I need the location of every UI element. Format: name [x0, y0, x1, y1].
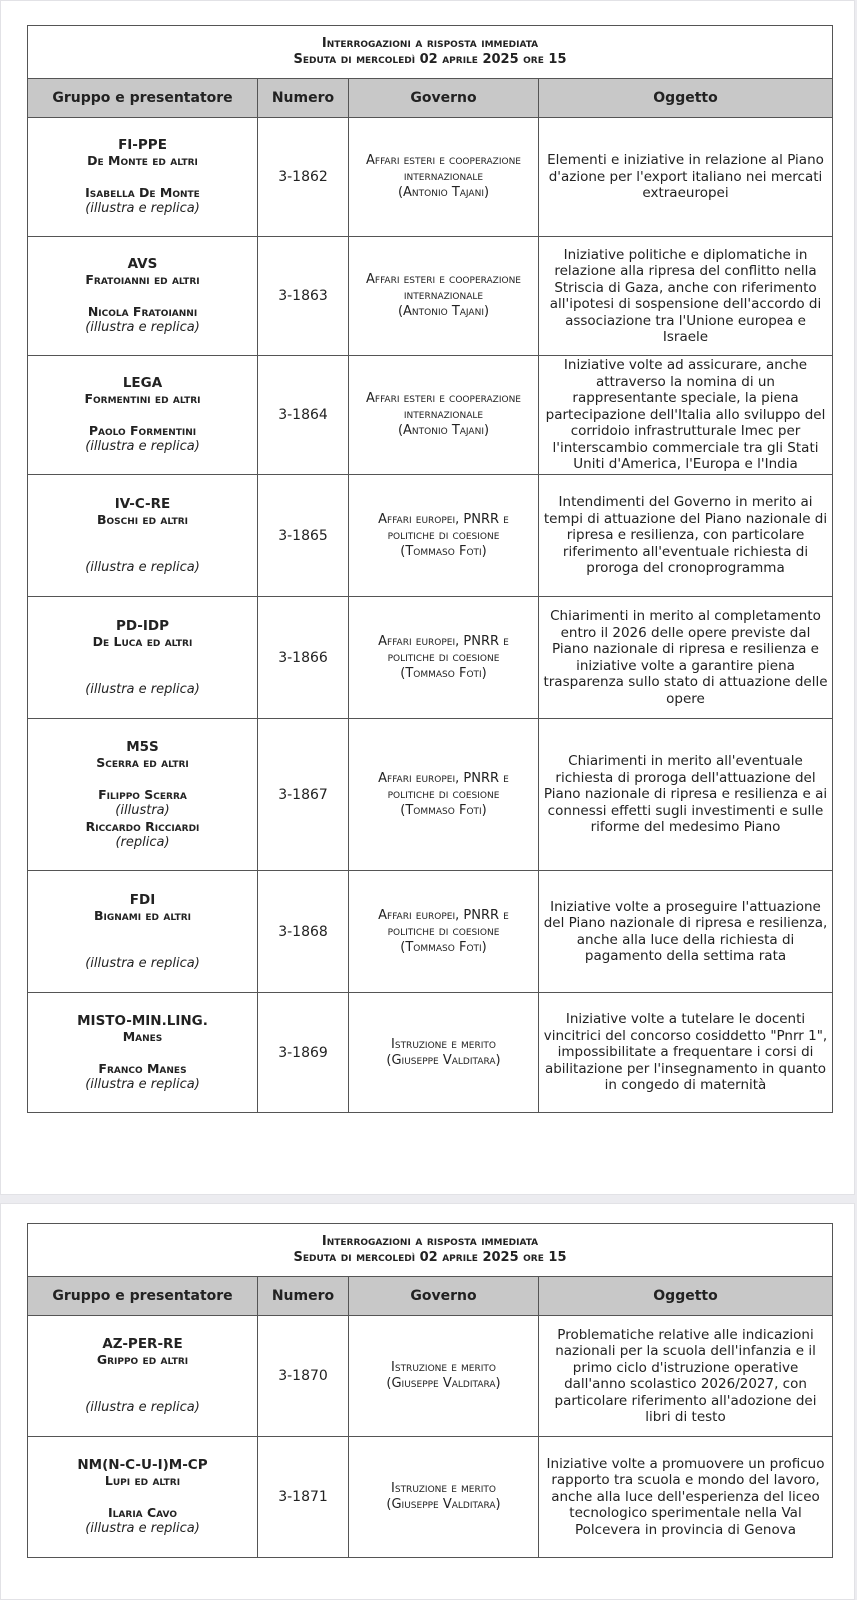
spacer — [31, 1384, 254, 1400]
group-cell — [28, 1437, 258, 1558]
group-signatories: De Luca ed altri — [92, 633, 193, 649]
table-row — [28, 1437, 833, 1558]
document-page-2 — [0, 1203, 855, 1600]
group-name: AZ-PER-RE — [102, 1336, 183, 1352]
interrogation-number: 3-1865 — [258, 475, 349, 597]
ministry-line-2: politiche di coesione — [387, 923, 500, 939]
spacer — [31, 1045, 254, 1061]
group-name: FI-PPE — [118, 137, 167, 153]
header-group: Gruppo e presentatore — [28, 1277, 258, 1316]
presenter-role: (illustra e replica) — [85, 559, 200, 575]
table-row — [28, 871, 833, 993]
minister-name: (Tommaso Foti) — [400, 665, 487, 681]
group-name: IV-C-RE — [114, 495, 171, 512]
presenter-role: (illustra e replica) — [85, 439, 200, 454]
presenter-name: Franco Manes — [98, 1060, 187, 1076]
title-line-2: Seduta di mercoledì 02 aprile 2025 ore 15 — [293, 1250, 567, 1265]
spacer — [31, 924, 254, 940]
spacer — [31, 407, 254, 423]
ministry-line-1: Istruzione e merito — [391, 1481, 496, 1496]
ministry-line-1: Istruzione e merito — [391, 1360, 496, 1375]
interrogations-table-2 — [27, 1223, 833, 1558]
interrogations-table-1 — [27, 25, 833, 1113]
minister-name: (Tommaso Foti) — [400, 802, 487, 818]
spacer — [31, 1368, 254, 1384]
presenter-role: (illustra e replica) — [85, 320, 200, 335]
presenter-name-2: Riccardo Ricciardi — [85, 818, 200, 834]
interrogation-number: 3-1870 — [258, 1316, 349, 1437]
table-row — [28, 993, 833, 1113]
table-row — [28, 597, 833, 719]
header-government: Governo — [349, 1277, 539, 1316]
group-name: LEGA — [122, 375, 163, 391]
presenter-role: (illustra e replica) — [85, 1400, 200, 1415]
ministry-line-1: Istruzione e merito — [391, 1036, 496, 1052]
ministry-line-2: internazionale — [403, 407, 484, 422]
group-name: AVS — [127, 256, 158, 272]
group-cell — [28, 356, 258, 475]
government-cell — [349, 993, 539, 1113]
ministry-line-2: internazionale — [403, 169, 484, 184]
subject-text: Iniziative volte ad assicurare, anche attraverso la nomina di un rappresentante speciale, la piena partecipazione dell'Italia allo sviluppo del corridoio infrastrutturale Imec per l'interscambio commerciale tra gli Stati Uniti d'America, l'Europa e l'India — [539, 356, 833, 475]
minister-name: (Tommaso Foti) — [400, 939, 487, 955]
subject-text: Iniziative volte a promuovere un proficuo rapporto tra scuola e mondo del lavoro, anche alla luce dell'esperienza del liceo tecnologico sperimentale nella Val Polcevera in provincia di Genova — [539, 1437, 833, 1558]
header-number: Numero — [258, 1277, 349, 1316]
subject-text: Iniziative volte a tutelare le docenti vincitrici del concorso cosiddetto "Pnrr 1", impossibilitate a frequentare i corsi di abilitazione per l'insegnamento in quanto in congedo di maternità — [539, 993, 833, 1113]
ministry-line-1: Affari esteri e cooperazione — [366, 153, 521, 168]
government-cell — [349, 719, 539, 871]
subject-text: Problematiche relative alle indicazioni nazionali per la scuola dell'infanzia e il primo ciclo d'istruzione operative dall'anno scolastico 2026/2027, con particolare riferimento all'adozione dei libri di testo — [539, 1316, 833, 1437]
ministry-line-2: (Giuseppe Valditara) — [386, 1497, 501, 1512]
title-line-2: Seduta di mercoledì 02 aprile 2025 ore 15 — [293, 52, 567, 67]
group-signatories: Formentini ed altri — [84, 391, 201, 406]
presenter-role: (illustra e replica) — [85, 201, 200, 216]
group-name: MISTO-MIN.LING. — [77, 1012, 208, 1029]
group-name: M5S — [126, 738, 159, 755]
presenter-name: Nicola Fratoianni — [87, 304, 198, 319]
table-row — [28, 475, 833, 597]
government-cell — [349, 1316, 539, 1437]
group-cell — [28, 475, 258, 597]
header-group: Gruppo e presentatore — [28, 79, 258, 118]
group-name: NM(N-C-U-I)M-CP — [77, 1457, 208, 1473]
government-cell — [349, 475, 539, 597]
minister-name: (Antonio Tajani) — [397, 423, 490, 438]
government-cell — [349, 1437, 539, 1558]
ministry-line-2: politiche di coesione — [387, 649, 500, 665]
subject-text: Elementi e iniziative in relazione al Piano d'azione per l'export italiano nei mercati extraeuropei — [539, 118, 833, 237]
table-title — [28, 1224, 833, 1277]
ministry-line-2: politiche di coesione — [387, 527, 500, 543]
subject-text: Iniziative politiche e diplomatiche in relazione alla ripresa del conflitto nella Striscia di Gaza, anche con riferimento all'ipotesi di sospensione dell'accordo di associazione tra l'Unione europea e Israele — [539, 237, 833, 356]
interrogation-number: 3-1867 — [258, 719, 349, 871]
spacer — [31, 940, 254, 956]
presenter-role: (illustra e replica) — [85, 681, 200, 697]
group-cell — [28, 719, 258, 871]
interrogation-number: 3-1862 — [258, 118, 349, 237]
spacer — [31, 650, 254, 666]
table-header-row — [28, 1277, 833, 1316]
header-number: Numero — [258, 79, 349, 118]
presenter-role: (illustra e replica) — [85, 1076, 200, 1092]
presenter-name: Paolo Formentini — [88, 423, 197, 438]
ministry-line-2: (Giuseppe Valditara) — [386, 1376, 501, 1391]
interrogation-number: 3-1868 — [258, 871, 349, 993]
group-signatories: De Monte ed altri — [87, 153, 198, 168]
header-subject: Oggetto — [539, 1277, 833, 1316]
presenter-role-2: (replica) — [115, 834, 170, 850]
group-signatories: Bignami ed altri — [93, 907, 192, 923]
presenter-role: (illustra e replica) — [85, 955, 200, 971]
presenter-name: Isabella De Monte — [85, 185, 200, 200]
table-row — [28, 356, 833, 475]
subject-text: Iniziative volte a proseguire l'attuazione del Piano nazionale di ripresa e resilienza, anche alla luce della richiesta di pagamento della settima rata — [539, 871, 833, 993]
group-cell — [28, 871, 258, 993]
group-cell — [28, 237, 258, 356]
table-row — [28, 118, 833, 237]
header-subject: Oggetto — [539, 79, 833, 118]
ministry-line-1: Affari europei, PNRR e — [378, 633, 509, 649]
header-government: Governo — [349, 79, 539, 118]
spacer — [31, 528, 254, 544]
group-cell — [28, 118, 258, 237]
table-row — [28, 237, 833, 356]
ministry-line-1: Affari europei, PNRR e — [378, 907, 509, 923]
government-cell — [349, 597, 539, 719]
government-cell — [349, 118, 539, 237]
interrogation-number: 3-1869 — [258, 993, 349, 1113]
group-name: FDI — [129, 891, 156, 908]
title-line-1: Interrogazioni a risposta immediata — [321, 1234, 539, 1249]
group-signatories: Grippo ed altri — [96, 1352, 189, 1367]
interrogation-number: 3-1863 — [258, 237, 349, 356]
government-cell — [349, 871, 539, 993]
ministry-line-1: Affari esteri e cooperazione — [366, 391, 521, 406]
group-signatories: Boschi ed altri — [96, 511, 189, 527]
presenter-role: (illustra e replica) — [85, 1521, 200, 1536]
table-row — [28, 1316, 833, 1437]
subject-text: Chiarimenti in merito al completamento entro il 2026 delle opere previste dal Piano nazionale di ripresa e resilienza e iniziative volte a garantire piena trasparenza sullo stato di attuazione delle opere — [539, 597, 833, 719]
table-title — [28, 26, 833, 79]
group-signatories: Lupi ed altri — [104, 1473, 181, 1488]
interrogation-number: 3-1866 — [258, 597, 349, 719]
minister-name: (Antonio Tajani) — [397, 185, 490, 200]
minister-name: (Antonio Tajani) — [397, 304, 490, 319]
group-cell — [28, 993, 258, 1113]
spacer — [31, 169, 254, 185]
ministry-line-2: internazionale — [403, 288, 484, 303]
government-cell — [349, 356, 539, 475]
subject-text: Chiarimenti in merito all'eventuale richiesta di proroga dell'attuazione del Piano nazionale di ripresa e resilienza e ai connessi effetti sugli investimenti e sulle riforme del medesimo Piano — [539, 719, 833, 871]
group-signatories: Fratoianni ed altri — [85, 272, 200, 287]
table-row — [28, 719, 833, 871]
spacer — [31, 544, 254, 560]
subject-text: Intendimenti del Governo in merito ai tempi di attuazione del Piano nazionale di ripresa e resilienza, con particolare riferimento all'eventuale richiesta di proroga del cronoprogramma — [539, 475, 833, 597]
group-name: PD-IDP — [115, 617, 170, 634]
title-line-1: Interrogazioni a risposta immediata — [321, 36, 539, 51]
presenter-name: Ilaria Cavo — [108, 1505, 177, 1520]
ministry-line-2: politiche di coesione — [387, 786, 500, 802]
group-signatories: Manes — [122, 1028, 163, 1044]
spacer — [31, 288, 254, 304]
government-cell — [349, 237, 539, 356]
group-cell — [28, 1316, 258, 1437]
table-header-row — [28, 79, 833, 118]
spacer — [31, 771, 254, 787]
group-cell — [28, 597, 258, 719]
ministry-line-1: Affari europei, PNRR e — [378, 770, 509, 786]
interrogation-number: 3-1864 — [258, 356, 349, 475]
spacer — [31, 1489, 254, 1505]
group-signatories: Scerra ed altri — [96, 754, 189, 770]
ministry-line-1: Affari europei, PNRR e — [378, 511, 509, 527]
minister-name: (Tommaso Foti) — [400, 543, 487, 559]
ministry-line-1: Affari esteri e cooperazione — [366, 272, 521, 287]
interrogation-number: 3-1871 — [258, 1437, 349, 1558]
presenter-name: Filippo Scerra — [98, 786, 187, 802]
ministry-line-2: (Giuseppe Valditara) — [386, 1052, 501, 1068]
presenter-role: (illustra) — [115, 802, 170, 818]
spacer — [31, 666, 254, 682]
